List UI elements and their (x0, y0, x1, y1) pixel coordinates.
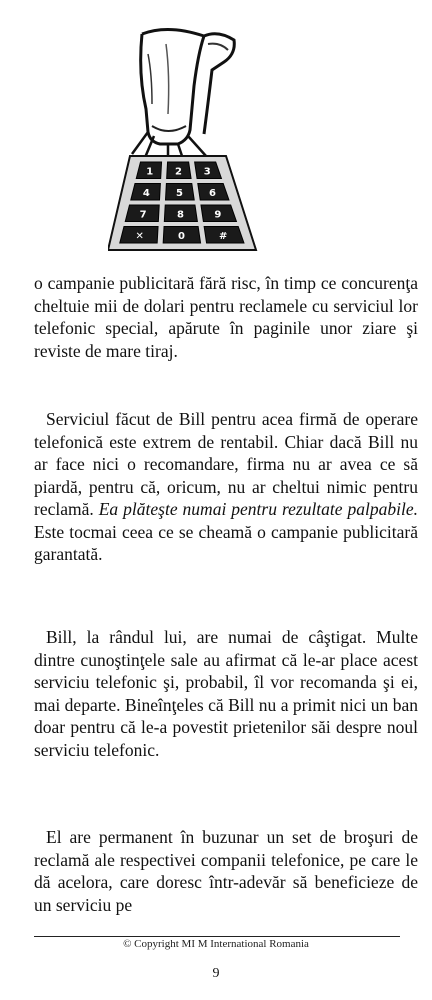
paragraph-2-text-start: Serviciul făcut de Bill pentru acea firmă de operare telefonică este extrem de rentabil. Chiar dacă Bill nu ar face nici o recomandare, firma nu ar avea ce să piardă, pentru că, oricum, nu ar cheltui nimic pentru reclamă. (34, 409, 418, 519)
paragraph-2-italic: Ea plăteşte numai pentru rezultate palpabile. (98, 499, 418, 519)
keypad-key-label: 4 (142, 187, 150, 199)
paragraph-2-text-end: Este tocmai ceea ce se cheamă o campanie publicitară garantată. (34, 521, 418, 564)
page-number: 9 (212, 966, 220, 981)
paragraph-1: o campanie publicitară fără risc, în timp ce concurenţa cheltuie mii de dolari pentru reclamele cu serviciul lor telefonic special, apărute în paginile unor ziare şi reviste de mare tiraj. (34, 273, 418, 361)
finger-pressing-keypad-illustration (108, 14, 258, 254)
paragraph-3: Bill, la rândul lui, are numai de câştigat. Multe dintre cunoştinţele sale au afirmat că le-ar place acest serviciu telefonic şi, probabil, îl vor recomanda şi ei, mai departe. Bineînţeles că Bill nu a primit nici un ban doar pentru că le-a povestit prietenilor săi despre noul serviciu telefonic. (34, 627, 418, 760)
finger-icon (132, 29, 234, 162)
paragraph-4: El are permanent în buzunar un set de broşuri de reclamă ale respectivei companii telefonice, pe care le dă acelora, care doresc într-adevăr să beneficieze de un serviciu pe (34, 827, 418, 915)
keypad-key-label: 3 (203, 166, 211, 178)
keypad-key-label: 7 (139, 209, 147, 221)
keypad-key-label: 5 (176, 187, 183, 199)
paragraph-2 (34, 408, 418, 566)
copyright-notice: © Copyright MI M International Romania (123, 938, 309, 950)
keypad-key-label: ✕ (135, 230, 144, 242)
keypad-key-label: 1 (146, 166, 154, 178)
keypad-icon (108, 156, 256, 250)
footer-divider (34, 936, 400, 937)
keypad-key-label: # (219, 230, 228, 242)
keypad-key-label: 9 (214, 209, 222, 221)
keypad-key-label: 0 (178, 230, 185, 242)
keypad-key-label: 6 (209, 187, 216, 199)
keypad-key-label: 2 (175, 166, 182, 178)
keypad-key-label: 8 (177, 209, 184, 221)
